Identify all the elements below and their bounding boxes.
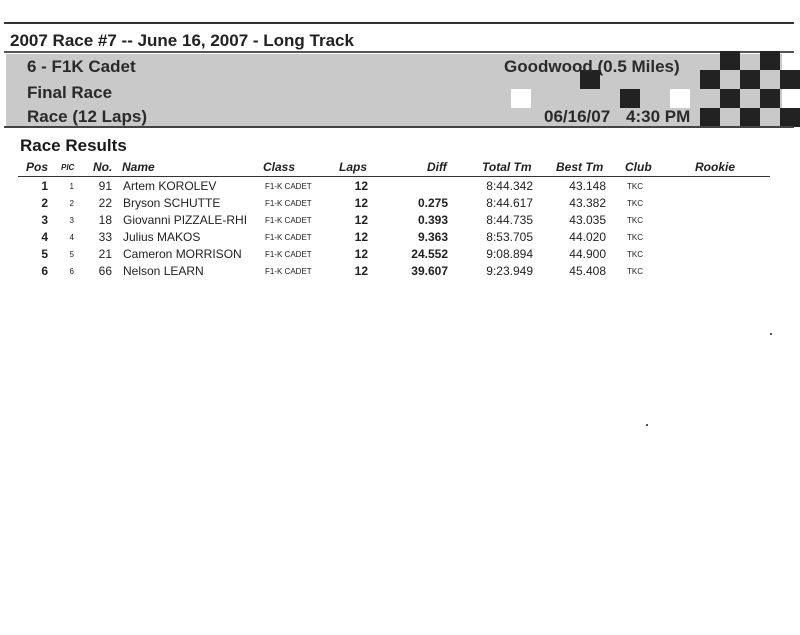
table-row	[0, 230, 800, 247]
cell-pos: 6	[41, 264, 48, 278]
top-rule	[4, 22, 794, 24]
scan-speck	[646, 424, 648, 426]
race-laps: Race (12 Laps)	[27, 107, 147, 126]
race-date: 06/16/07	[544, 107, 611, 126]
cell-best-time: 44.900	[569, 247, 606, 261]
cell-total-time: 8:44.342	[486, 179, 533, 193]
cell-total-time: 8:44.617	[486, 196, 533, 210]
cell-laps: 12	[354, 247, 368, 261]
cell-club: TKC	[627, 250, 643, 259]
cell-class: F1-K CADET	[265, 216, 312, 225]
cell-total-time: 9:23.949	[486, 264, 533, 278]
cell-club: TKC	[627, 182, 643, 191]
cell-club: TKC	[627, 199, 643, 208]
flag-square	[780, 70, 800, 89]
flag-square	[720, 51, 740, 70]
cell-diff: 24.552	[411, 247, 448, 261]
race-time: 4:30 PM	[626, 107, 691, 126]
cell-pic: 6	[69, 267, 74, 276]
cell-name: Nelson LEARN	[123, 264, 204, 278]
table-row	[0, 213, 800, 230]
flag-square	[700, 70, 720, 89]
cell-pic: 1	[69, 182, 74, 191]
cell-no: 33	[98, 230, 112, 244]
cell-name: Giovanni PIZZALE-RHI	[123, 213, 248, 227]
header-rule	[18, 176, 770, 177]
flag-square	[620, 89, 640, 108]
cell-pos: 2	[41, 196, 48, 210]
cell-club: TKC	[627, 233, 643, 242]
cell-pic: 5	[69, 250, 74, 259]
flag-square	[720, 89, 740, 108]
cell-total-time: 9:08.894	[486, 247, 533, 261]
cell-best-time: 43.035	[569, 213, 606, 227]
table-row	[0, 196, 800, 213]
flag-square	[740, 70, 760, 89]
col-header-total: Total Tm	[482, 160, 532, 174]
cell-no: 91	[98, 179, 112, 193]
col-header-laps: Laps	[339, 160, 368, 174]
banner-rule	[4, 126, 794, 128]
cell-laps: 12	[354, 179, 368, 193]
flag-square	[760, 51, 780, 70]
cell-no: 18	[98, 213, 112, 227]
title-rule	[4, 51, 794, 53]
cell-best-time: 43.148	[569, 179, 606, 193]
cell-no: 21	[98, 247, 112, 261]
col-header-best: Best Tm	[556, 160, 604, 174]
cell-pos: 5	[41, 247, 48, 261]
cell-laps: 12	[354, 264, 368, 278]
cell-best-time: 44.020	[569, 230, 606, 244]
flag-square	[670, 89, 690, 108]
race-class: 6 - F1K Cadet	[27, 57, 136, 76]
race-round: Final Race	[27, 83, 113, 102]
cell-pos: 3	[41, 213, 48, 227]
cell-best-time: 45.408	[569, 264, 606, 278]
section-title: Race Results	[20, 136, 127, 155]
cell-class: F1-K CADET	[265, 233, 312, 242]
cell-class: F1-K CADET	[265, 199, 312, 208]
cell-diff: 9.363	[417, 230, 448, 244]
cell-class: F1-K CADET	[265, 250, 312, 259]
table-row	[0, 247, 800, 264]
flag-square	[740, 108, 760, 127]
cell-laps: 12	[354, 196, 368, 210]
cell-pic: 3	[69, 216, 74, 225]
col-header-name: Name	[122, 160, 155, 174]
cell-pos: 4	[41, 230, 48, 244]
col-header-diff: Diff	[427, 160, 447, 174]
cell-laps: 12	[354, 213, 368, 227]
col-header-club: Club	[625, 160, 652, 174]
cell-total-time: 8:53.705	[486, 230, 533, 244]
cell-no: 22	[98, 196, 112, 210]
event-title: 2007 Race #7 -- June 16, 2007 - Long Track	[10, 31, 354, 50]
cell-diff: 0.275	[417, 196, 448, 210]
flag-square	[700, 108, 720, 127]
cell-total-time: 8:44.735	[486, 213, 533, 227]
col-header-pic: PIC	[61, 163, 75, 172]
table-row	[0, 264, 800, 281]
scan-speck	[770, 333, 772, 335]
flag-square	[780, 108, 800, 127]
cell-name: Cameron MORRISON	[123, 247, 242, 261]
cell-diff: 39.607	[411, 264, 448, 278]
table-row	[0, 179, 800, 196]
flag-square	[760, 89, 780, 108]
cell-club: TKC	[627, 216, 643, 225]
cell-best-time: 43.382	[569, 196, 606, 210]
track-name: Goodwood (0.5 Miles)	[504, 57, 680, 76]
cell-name: Artem KOROLEV	[123, 179, 217, 193]
cell-class: F1-K CADET	[265, 267, 312, 276]
cell-diff: 0.393	[417, 213, 448, 227]
cell-name: Julius MAKOS	[123, 230, 201, 244]
cell-club: TKC	[627, 267, 643, 276]
cell-laps: 12	[354, 230, 368, 244]
col-header-class: Class	[263, 160, 296, 174]
col-header-rookie: Rookie	[695, 160, 736, 174]
cell-class: F1-K CADET	[265, 182, 312, 191]
cell-no: 66	[98, 264, 112, 278]
cell-pic: 2	[69, 199, 74, 208]
cell-pos: 1	[41, 179, 48, 193]
cell-name: Bryson SCHUTTE	[123, 196, 221, 210]
cell-pic: 4	[69, 233, 74, 242]
col-header-no: No.	[93, 160, 113, 174]
col-header-pos: Pos	[25, 160, 48, 174]
flag-square	[511, 89, 531, 108]
